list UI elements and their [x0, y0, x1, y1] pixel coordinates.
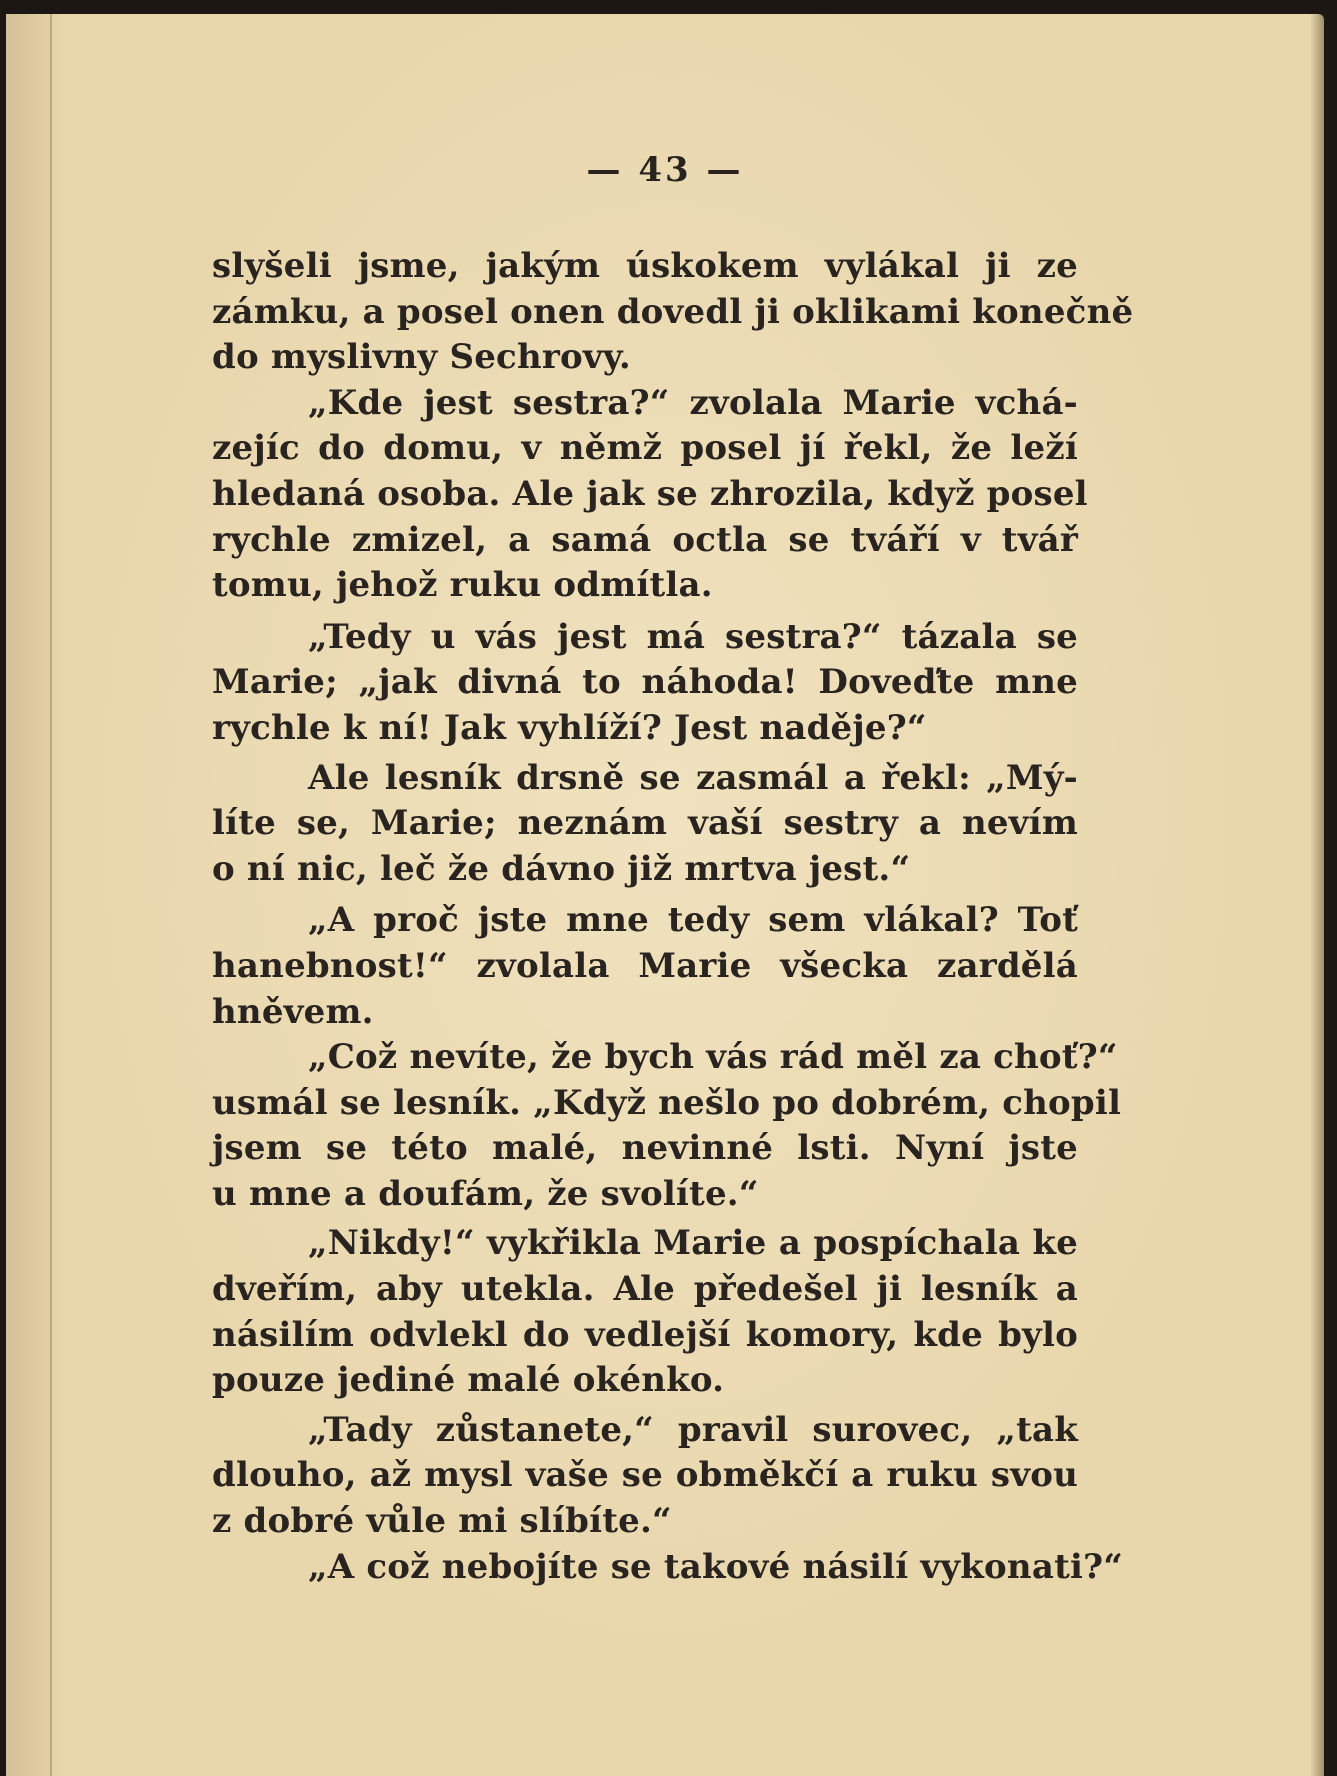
- text-line: „Kde jest sestra?“ zvolala Marie vchá-: [308, 382, 1078, 423]
- text-line: z dobré vůle mi slíbíte.“: [212, 1501, 672, 1542]
- paragraph: [212, 1035, 1122, 1217]
- page-gutter-edge: [50, 14, 52, 1776]
- text-line: o ní nic, leč že dávno již mrtva jest.“: [212, 848, 911, 889]
- paragraph: [212, 244, 1134, 381]
- text-line: zámku, a posel onen dovedl ji oklikami konečně: [212, 291, 1134, 332]
- text-line: „Tedy u vás jest má sestra?“ tázala se: [308, 616, 1078, 657]
- text-line: jsem se této malé, nevinné lsti. Nyní jste: [212, 1128, 1078, 1169]
- text-line: zejíc do domu, v němž posel jí řekl, že leží: [212, 428, 1078, 469]
- text-line: dveřím, aby utekla. Ale předešel ji lesník a: [212, 1269, 1078, 1310]
- paragraph: [212, 756, 1078, 893]
- text-line: líte se, Marie; neznám vaší sestry a nevím: [212, 803, 1078, 844]
- text-line: hledaná osoba. Ale jak se zhrozila, když posel: [212, 473, 1088, 514]
- text-line: „Tady zůstanete,“ pravil surovec, „tak: [308, 1409, 1078, 1450]
- text-line: usmál se lesník. „Když nešlo po dobrém, chopil: [212, 1082, 1122, 1123]
- text-line: „A což nebojíte se takové násilí vykonati?“: [308, 1546, 1123, 1587]
- text-line: rychle zmizel, a samá octla se tváří v tvář: [212, 519, 1078, 560]
- text-line: „A proč jste mne tedy sem vlákal? Toť: [308, 900, 1078, 941]
- text-line: tomu, jehož ruku odmítla.: [212, 565, 713, 606]
- text-line: Ale lesník drsně se zasmál a řekl: „Mý-: [308, 757, 1078, 798]
- body-text: [212, 244, 1134, 1590]
- paragraph: [212, 615, 1078, 752]
- text-line: hněvem.: [212, 991, 374, 1032]
- text-line: hanebnost!“ zvolala Marie všecka zardělá: [212, 945, 1078, 986]
- text-line: „Nikdy!“ vykřikla Marie a pospíchala ke: [308, 1223, 1078, 1264]
- page-number: — 43 —: [586, 150, 744, 190]
- text-line: Marie; „jak divná to náhoda! Doveďte mne: [212, 662, 1078, 703]
- paragraph: [212, 381, 1088, 609]
- text-line: u mne a doufám, že svolíte.“: [212, 1173, 759, 1214]
- text-line: slyšeli jsme, jakým úskokem vylákal ji ze: [212, 246, 1078, 286]
- text-line: rychle k ní! Jak vyhlíží? Jest naděje?“: [212, 707, 927, 748]
- book-page: [6, 14, 1324, 1776]
- text-line: násilím odvlekl do vedlejší komory, kde bylo: [212, 1314, 1078, 1355]
- text-line: pouze jediné malé okénko.: [212, 1360, 725, 1401]
- paragraph: [212, 1221, 1078, 1403]
- text-line: dlouho, až mysl vaše se obměkčí a ruku svou: [212, 1455, 1078, 1496]
- paragraph: [212, 1545, 1123, 1591]
- text-line: do myslivny Sechrovy.: [212, 337, 631, 378]
- text-line: „Což nevíte, že bych vás rád měl za choť?“: [308, 1037, 1118, 1078]
- paragraph: [212, 1408, 1078, 1545]
- page-right-edge-shadow: [1310, 14, 1324, 1776]
- paragraph: [212, 898, 1078, 1035]
